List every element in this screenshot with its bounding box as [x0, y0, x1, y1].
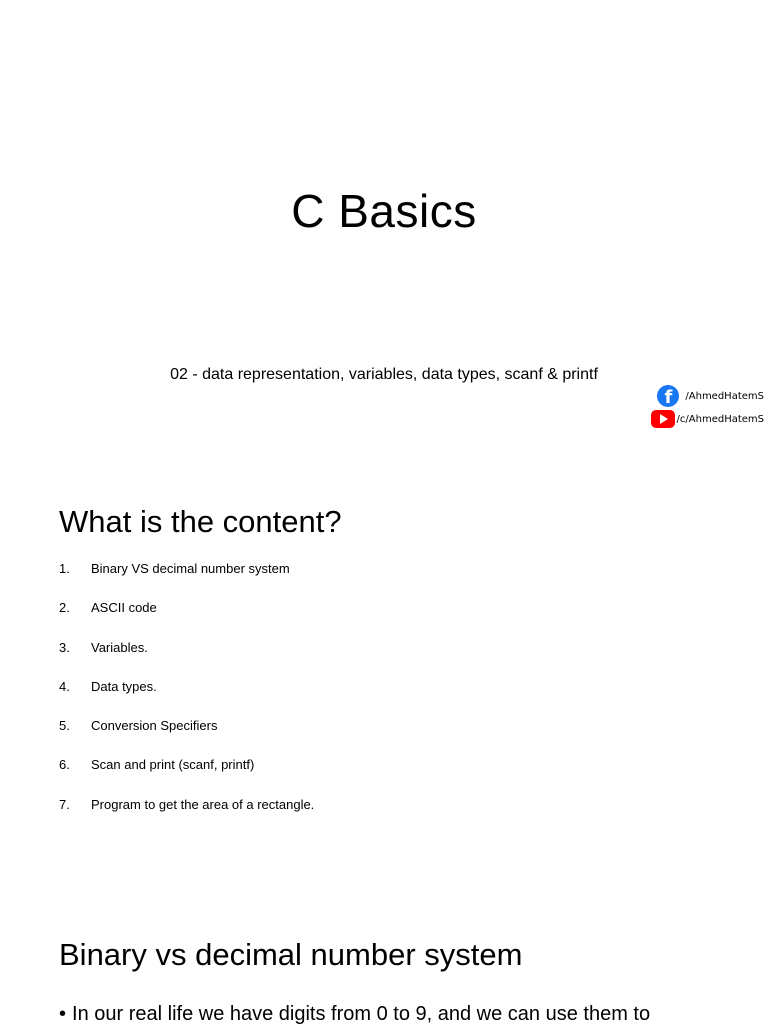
- content-heading: What is the content?: [59, 503, 342, 539]
- list-item: [59, 638, 314, 677]
- youtube-handle: /c/AhmedHatemS: [676, 413, 764, 425]
- list-item-number: 1.: [59, 561, 70, 576]
- list-item: [59, 677, 314, 716]
- list-item-text: Binary VS decimal number system: [91, 561, 290, 576]
- play-icon: [660, 414, 668, 424]
- list-item-text: Data types.: [91, 678, 157, 694]
- binary-heading: Binary vs decimal number system: [59, 936, 523, 972]
- facebook-icon: f: [657, 385, 679, 407]
- list-item-text: Program to get the area of a rectangle.: [91, 796, 315, 812]
- list-item: [59, 716, 314, 755]
- bullet-symbol: •: [59, 1003, 67, 1024]
- list-item: [59, 795, 314, 834]
- youtube-link[interactable]: [651, 409, 764, 429]
- list-item-text: Conversion Specifiers: [91, 718, 218, 734]
- list-item-number: 5.: [59, 718, 70, 734]
- list-item-number: 6.: [59, 757, 70, 773]
- list-item-text: Scan and print (scanf, printf): [91, 757, 255, 773]
- list-item-number: 2.: [59, 600, 70, 616]
- list-item-number: 4.: [59, 678, 70, 694]
- list-item: [59, 598, 314, 637]
- bullet-point: [59, 1000, 759, 1024]
- list-item-text: ASCII code: [91, 600, 157, 616]
- slide-title: C Basics: [291, 185, 477, 237]
- title-slide: [0, 0, 768, 440]
- list-item-number: 3.: [59, 639, 70, 655]
- youtube-icon: [651, 410, 675, 428]
- facebook-handle: /AhmedHatemS: [685, 390, 764, 402]
- list-item-text: Variables.: [91, 639, 148, 655]
- slide-subtitle: 02 - data representation, variables, data types, scanf & printf: [170, 366, 598, 383]
- list-item: [59, 559, 314, 598]
- list-item: [59, 755, 314, 794]
- content-list: [59, 559, 314, 834]
- bullet-text: In our real life we have digits from 0 to 9, and we can use them to: [72, 1003, 651, 1024]
- list-item-number: 7.: [59, 796, 70, 812]
- facebook-link[interactable]: [657, 386, 764, 406]
